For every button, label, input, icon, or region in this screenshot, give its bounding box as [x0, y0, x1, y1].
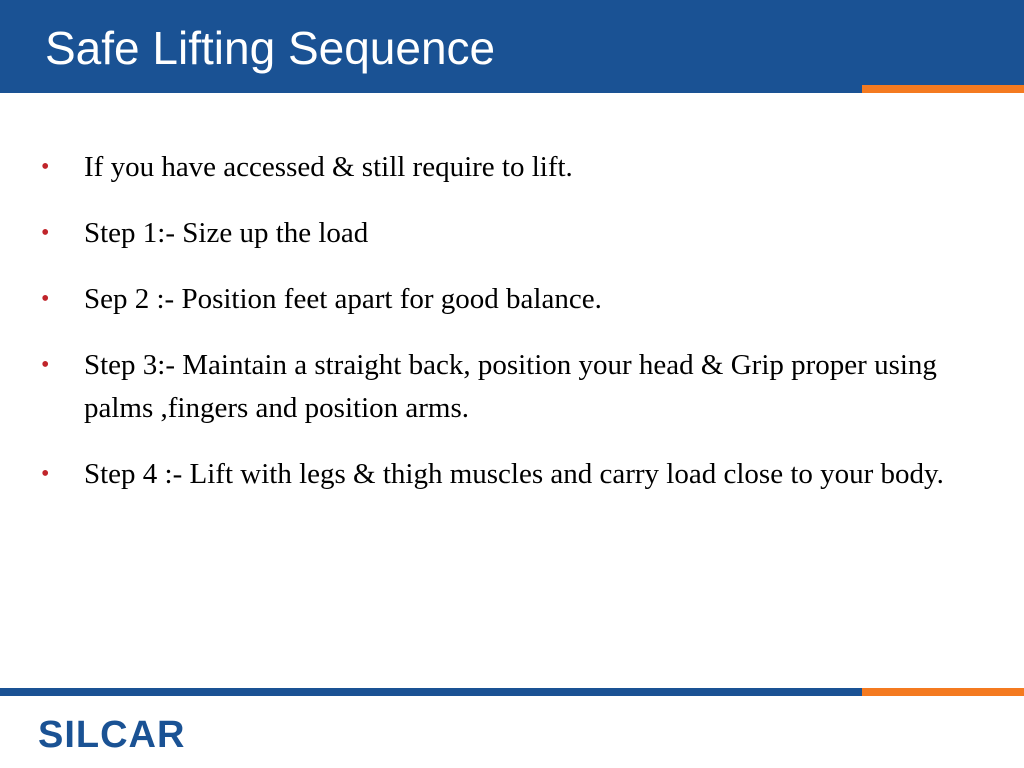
footer-divider-orange	[862, 688, 1024, 696]
bullet-text: Step 3:- Maintain a straight back, position your head & Grip proper using palms ,fingers and position arms.	[84, 349, 937, 424]
bullet-dot-icon: •	[41, 220, 50, 246]
bullet-text: Step 1:- Size up the load	[84, 217, 369, 249]
bullet-dot-icon: •	[41, 286, 50, 312]
footer-divider-blue	[0, 688, 862, 696]
bullet-text: Step 4 :- Lift with legs & thigh muscles and carry load close to your body.	[84, 458, 944, 490]
bullet-item	[0, 278, 1024, 321]
bullet-item	[0, 344, 1024, 430]
bullet-dot-icon: •	[41, 154, 50, 180]
bullet-item	[0, 453, 1024, 496]
slide-title: Safe Lifting Sequence	[45, 22, 496, 74]
title-bar	[0, 0, 1024, 93]
bullet-text: If you have accessed & still require to lift.	[84, 151, 573, 183]
bullet-item	[0, 146, 1024, 189]
bullet-list	[0, 146, 1024, 519]
bullet-text: Sep 2 :- Position feet apart for good balance.	[84, 283, 602, 315]
title-accent-bar	[862, 85, 1024, 93]
bullet-item	[0, 212, 1024, 255]
bullet-dot-icon: •	[41, 352, 50, 378]
silcar-logo: SILCAR	[38, 714, 186, 756]
bullet-dot-icon: •	[41, 461, 50, 487]
